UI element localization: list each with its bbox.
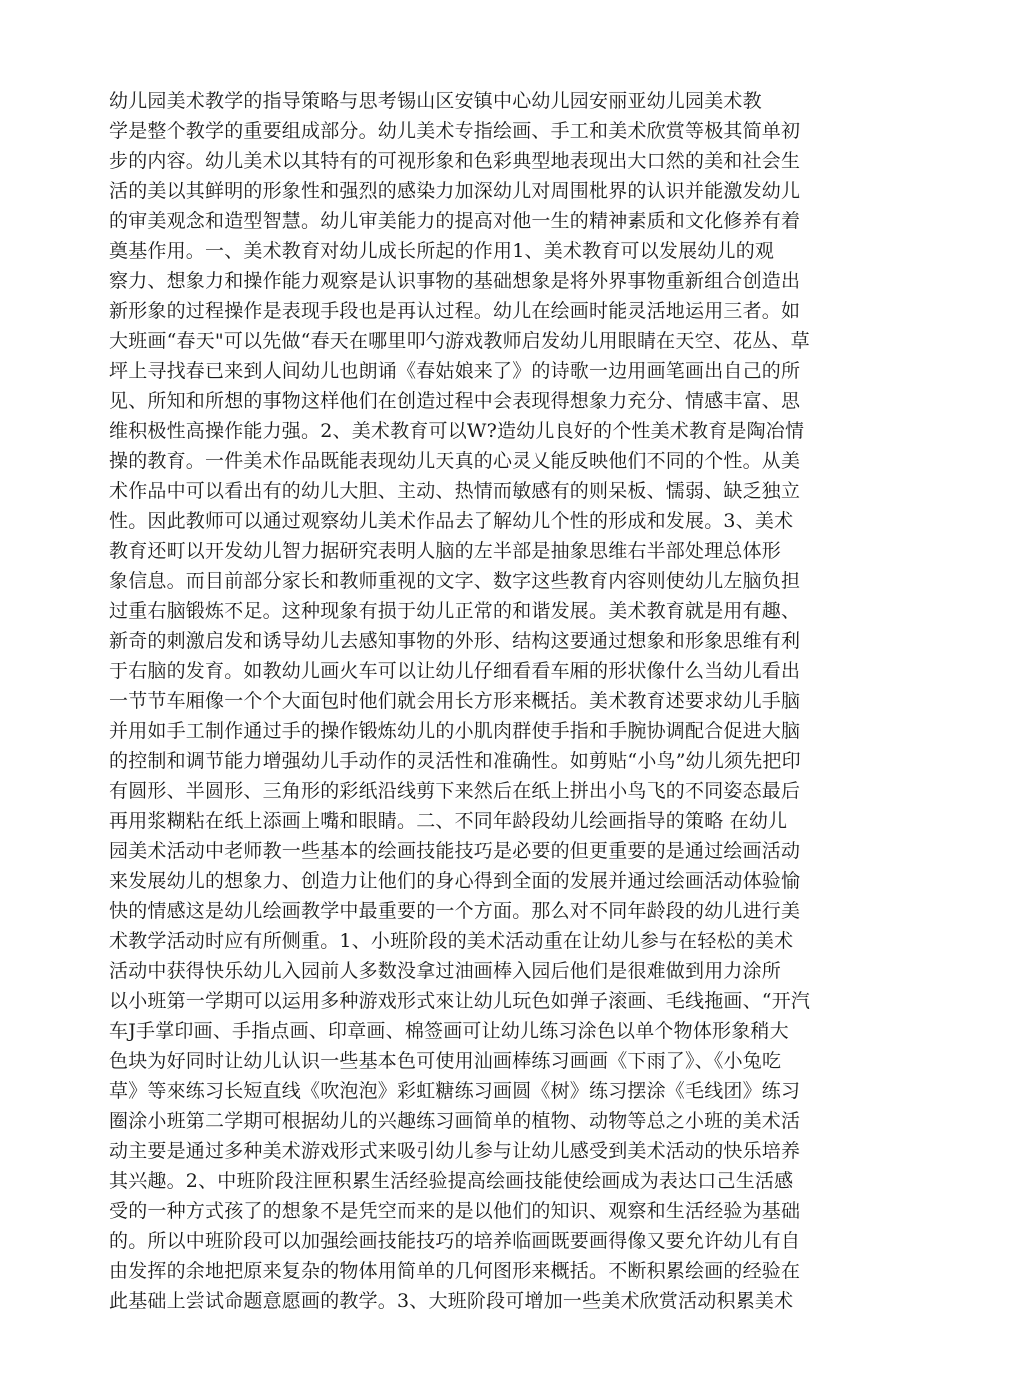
text-line: 性。因此教师可以通过观察幼儿美术作品去了解幼儿个性的形成和发展。3、美术 xyxy=(109,510,794,532)
text-line: 维积极性高操作能力强。2、美术教育可以W?造幼儿良好的个性美术教育是陶冶情 xyxy=(109,420,805,442)
text-line: 术作品中可以看出有的幼儿大胆、主动、热情而敏感有的则呆板、懦弱、缺乏独立 xyxy=(109,480,801,502)
text-line: 察力、想象力和操作能力观察是认识事物的基础想象是将外界事物重新组合创造出 xyxy=(109,270,801,292)
text-line: 受的一种方式孩了的想象不是凭空而来的是以他们的知识、观察和生活经验为基础 xyxy=(109,1200,801,1222)
text-line: 象信息。而目前部分家长和教师重视的文字、数字这些教育内容则使幼儿左脑负担 xyxy=(109,570,801,592)
body-text xyxy=(109,86,929,1316)
text-line: 动主要是通过多种美术游戏形式来吸引幼儿参与让幼儿感受到美术活动的快乐培养 xyxy=(109,1140,801,1162)
text-line: 的。所以中班阶段可以加强绘画技能技巧的培养临画既要画得像又要允许幼儿有自 xyxy=(109,1230,801,1252)
text-line: 车J手掌印画、手指点画、印章画、棉签画可让幼儿练习涂色以单个物体形象稍大 xyxy=(109,1020,789,1042)
text-line: 新形象的过程操作是表现手段也是再认过程。幼儿在绘画时能灵活地运用三者。如 xyxy=(109,300,801,322)
text-line: 教育还町以开发幼儿智力据研究表明人脑的左半部是抽象思维右半部处理总体形 xyxy=(109,540,782,562)
text-line: 操的教育。一件美术作品既能表现幼儿天真的心灵乂能反映他们不同的个性。从美 xyxy=(109,450,801,472)
text-line: 过重右脑锻炼不足。这种现象有损于幼儿正常的和谐发展。美术教育就是用有趣、 xyxy=(109,600,801,622)
text-line: 再用浆糊粘在纸上添画上嘴和眼睛。二、不同年龄段幼儿绘画指导的策略 在幼儿 xyxy=(109,810,788,832)
text-line: 其兴趣。2、中班阶段注匣积累生活经验提高绘画技能使绘画成为表达口己生活感 xyxy=(109,1170,794,1192)
text-line: 由发挥的余地把原来复杂的物体用简单的几何图形来概括。不断积累绘画的经验在 xyxy=(109,1260,801,1282)
text-line: 有圆形、半圆形、三角形的彩纸沿线剪下来然后在纸上拼出小鸟飞的不同姿态最后 xyxy=(109,780,801,802)
text-line: 新奇的刺激启发和诱导幼儿去感知事物的外形、结构这要通过想象和形象思维有利 xyxy=(109,630,801,652)
text-line: 步的内容。幼儿美术以其特有的可视形象和色彩典型地表现出大口然的美和社会生 xyxy=(109,150,801,172)
text-line: 一节节车厢像一个个大面包时他们就会用长方形来概括。美术教育述要求幼儿手脑 xyxy=(109,690,801,712)
text-line: 奠基作用。一、美术教育对幼儿成长所起的作用1、美术教育可以发展幼儿的观 xyxy=(109,240,775,262)
text-line: 活动中获得快乐幼儿入园前人多数没拿过油画棒入园后他们是很难做到用力涂所 xyxy=(109,960,782,982)
text-line: 并用如手工制作通过手的操作锻炼幼儿的小肌肉群使手指和手腕协调配合促进大脑 xyxy=(109,720,801,742)
text-line: 坪上寻找春已来到人间幼儿也朗诵《春姑娘来了》的诗歌一边用画笔画出自己的所 xyxy=(109,360,801,382)
text-line: 见、所知和所想的事物这样他们在创造过程中会表现得想象力充分、情感丰富、思 xyxy=(109,390,801,412)
text-line: 幼儿园美术教学的指导策略与思考锡山区安镇中心幼儿园安丽亚幼儿园美术教 xyxy=(109,90,762,112)
text-line: 草》等來练习长短直线《吹泡泡》彩虹糖练习画圆《树》练习摆涂《毛线团》练习 xyxy=(109,1080,801,1102)
text-line: 以小班第一学期可以运用多种游戏形式來让幼儿玩色如弹子滚画、毛线拖画、“开汽 xyxy=(109,990,811,1012)
text-line: 色块为好同时让幼儿认识一些基本色可使用汕画棒练习画画《下雨了》、《小兔吃 xyxy=(109,1050,782,1072)
text-line: 快的情感这是幼儿绘画教学中最重要的一个方面。那么对不同年龄段的幼儿进行美 xyxy=(109,900,801,922)
text-line: 的审美观念和造型智慧。幼儿审美能力的提高对他一生的精神素质和文化修养有着 xyxy=(109,210,801,232)
text-line: 于右脑的发育。如教幼儿画火车可以让幼儿仔细看看车厢的形状像什么当幼儿看出 xyxy=(109,660,801,682)
text-line: 园美术活动中老师教一些基本的绘画技能技巧是必要的但更重要的是通过绘画活动 xyxy=(109,840,801,862)
text-line: 此基础上尝试命题意愿画的教学。3、大班阶段可增加一些美术欣赏活动积累美术 xyxy=(109,1290,794,1312)
text-line: 的控制和调节能力增强幼儿手动作的灵活性和准确性。如剪贴“小鸟”幼儿须先把印 xyxy=(109,750,801,772)
text-line: 来发展幼儿的想象力、创造力让他们的身心得到全面的发展并通过绘画活动体验愉 xyxy=(109,870,801,892)
text-line: 活的美以其鲜明的形象性和强烈的感染力加深幼儿对周围枇界的认识并能激发幼儿 xyxy=(109,180,801,202)
text-line: 大班画“春天"可以先做“春天在哪里叩勺游戏教师启发幼儿用眼睛在天空、花丛、草 xyxy=(109,330,810,352)
text-line: 学是整个教学的重要组成部分。幼儿美术专指绘画、手工和美术欣赏等极其简单初 xyxy=(109,120,801,142)
text-line: 圈涂小班第二学期可根据幼儿的兴趣练习画简单的植物、动物等总之小班的美术活 xyxy=(109,1110,801,1132)
text-line: 术教学活动时应有所侧重。1、小班阶段的美术活动重在让幼儿参与在轻松的美术 xyxy=(109,930,794,952)
